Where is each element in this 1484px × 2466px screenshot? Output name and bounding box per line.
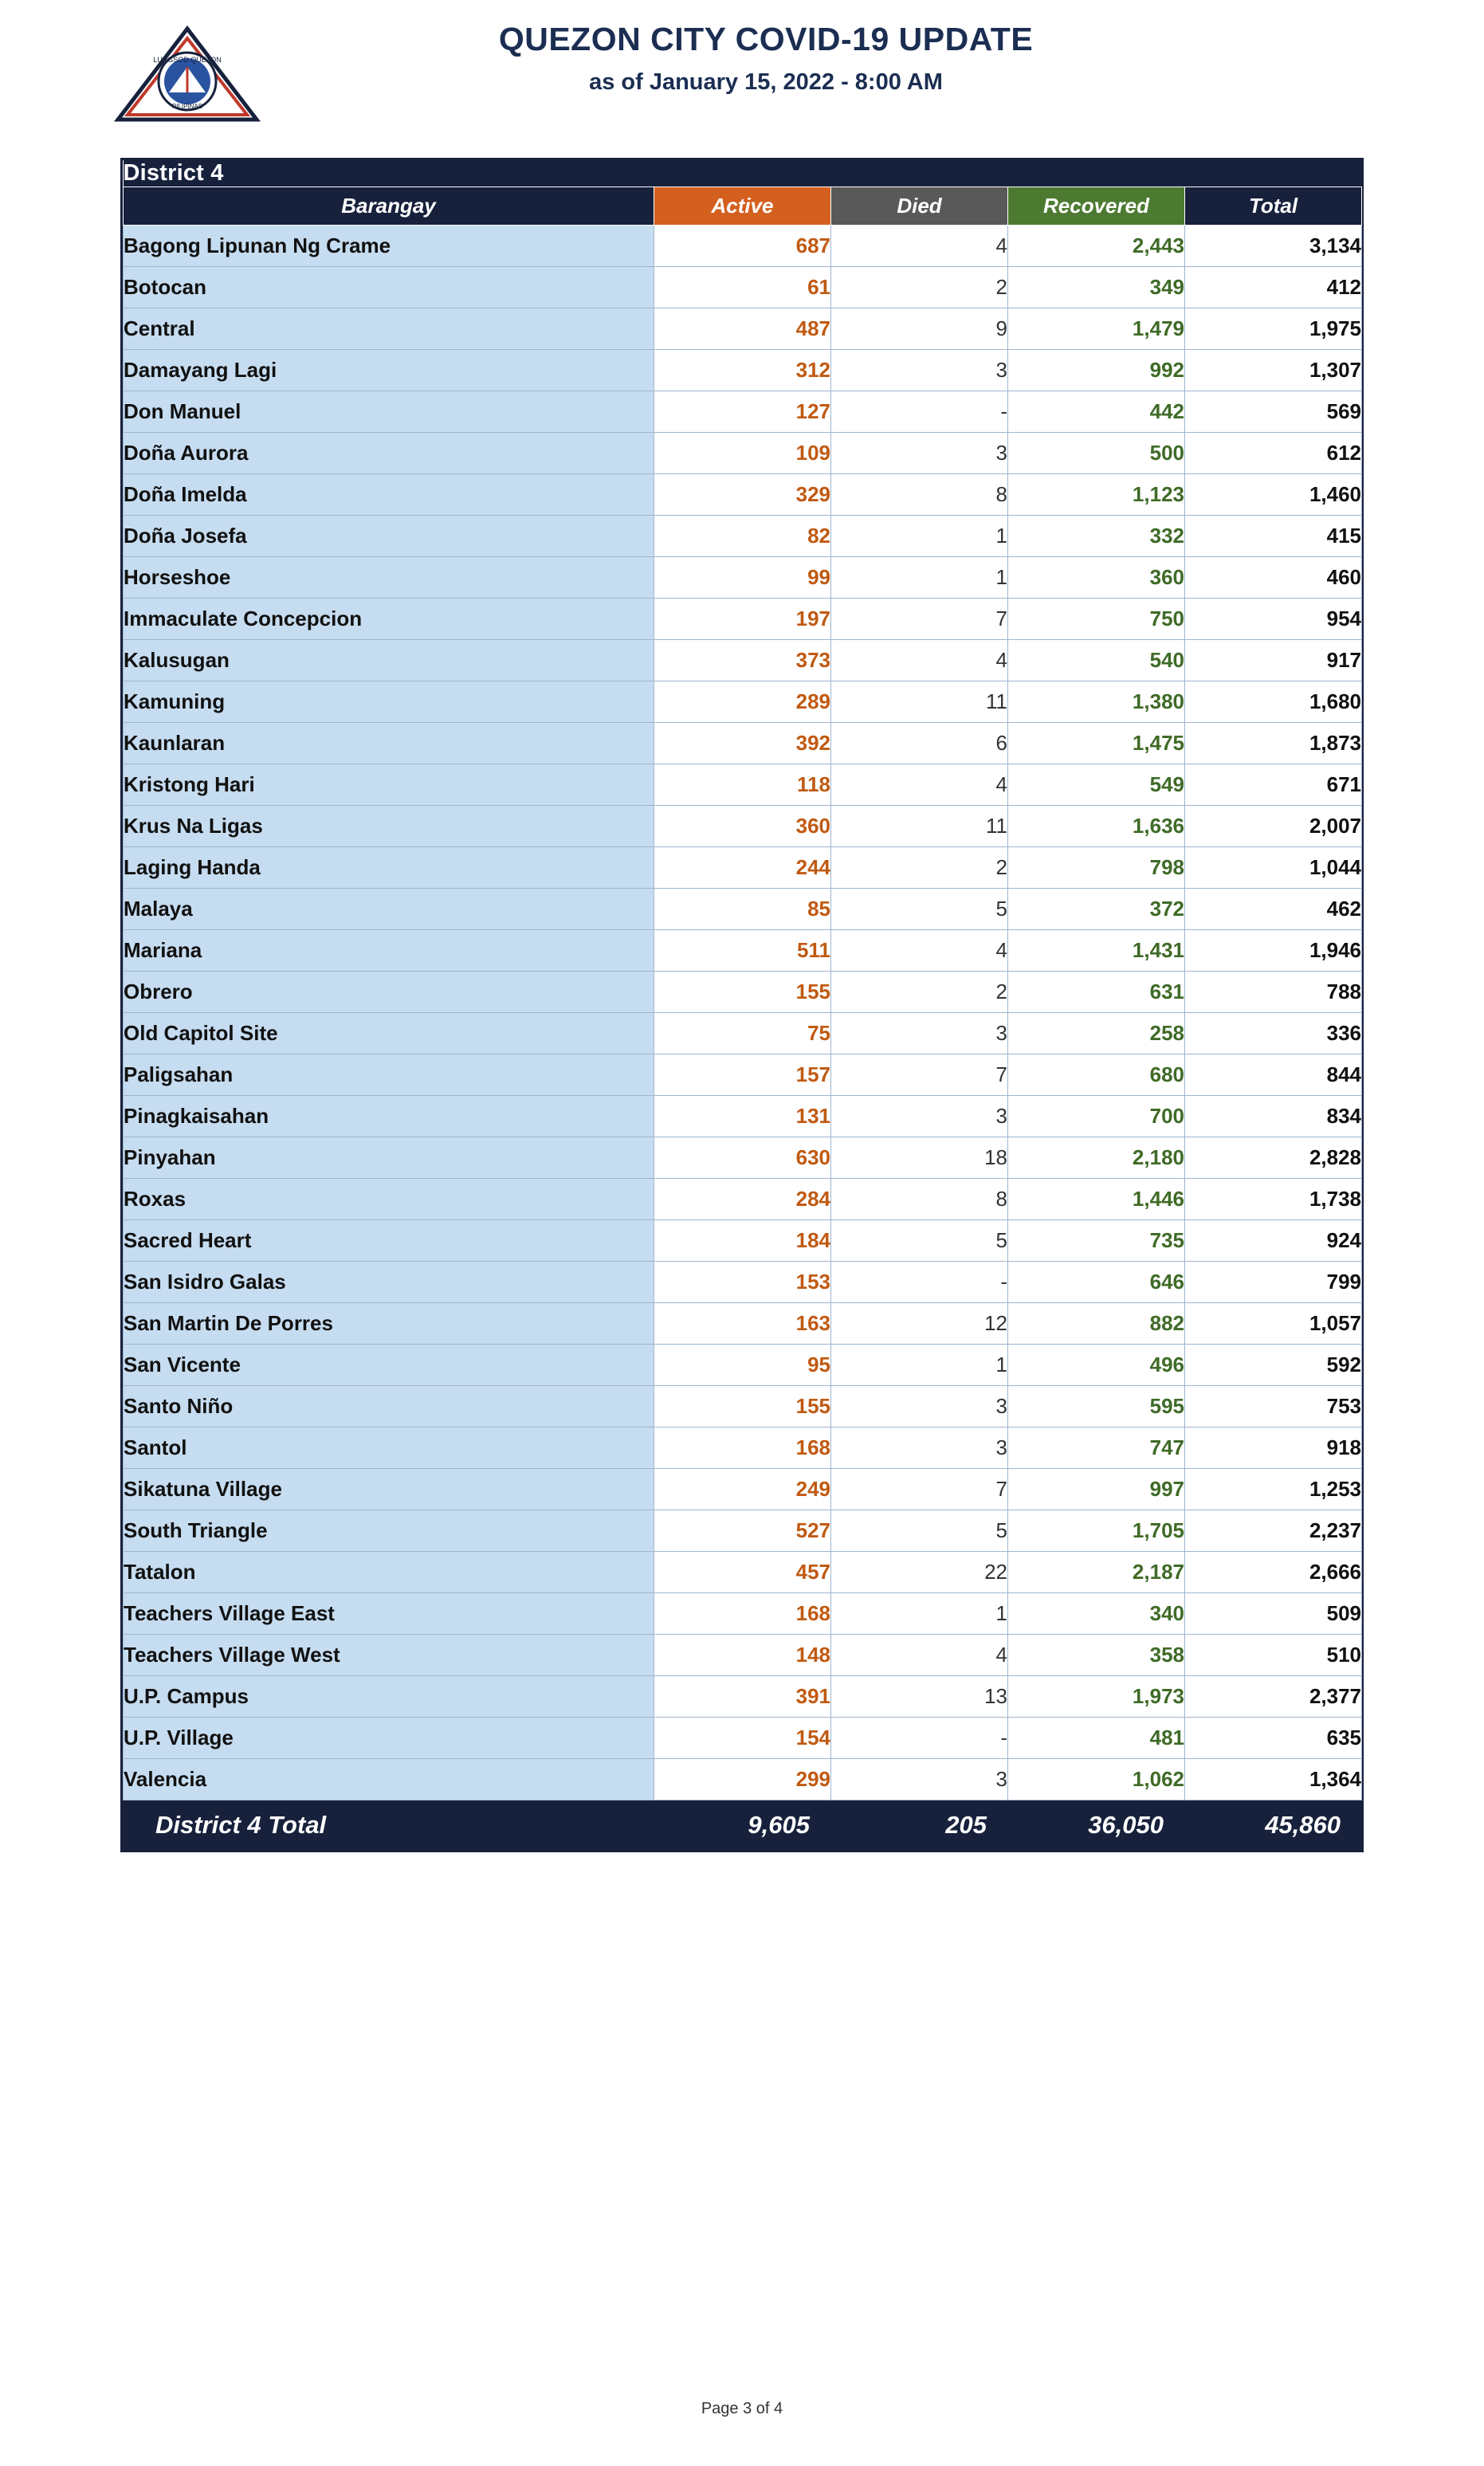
active-count: 127 <box>654 391 831 433</box>
active-count: 687 <box>654 226 831 267</box>
died-count: 3 <box>831 433 1008 474</box>
died-count: 5 <box>831 1510 1008 1552</box>
barangay-name: U.P. Village <box>124 1718 654 1759</box>
died-count: 5 <box>831 889 1008 930</box>
died-count: 7 <box>831 599 1008 640</box>
table-row <box>124 972 1362 1013</box>
table-row <box>124 1759 1362 1800</box>
recovered-count: 595 <box>1008 1386 1185 1427</box>
recovered-count: 549 <box>1008 764 1185 806</box>
table-row <box>124 516 1362 557</box>
active-count: 244 <box>654 847 831 889</box>
table-row <box>124 1427 1362 1469</box>
page-title: QUEZON CITY COVID-19 UPDATE <box>498 21 1034 57</box>
table-row <box>124 640 1362 681</box>
active-count: 118 <box>654 764 831 806</box>
table-row <box>124 1054 1362 1096</box>
recovered-count: 360 <box>1008 557 1185 599</box>
table-row <box>124 1510 1362 1552</box>
district-total-died: 205 <box>831 1800 1008 1850</box>
total-count: 460 <box>1185 557 1362 599</box>
barangay-name: Doña Josefa <box>124 516 654 557</box>
recovered-count: 358 <box>1008 1635 1185 1676</box>
table-row <box>124 1552 1362 1593</box>
died-count: 12 <box>831 1303 1008 1345</box>
active-count: 155 <box>654 1386 831 1427</box>
barangay-name: Krus Na Ligas <box>124 806 654 847</box>
column-header-row <box>124 187 1362 226</box>
total-count: 799 <box>1185 1262 1362 1303</box>
total-count: 788 <box>1185 972 1362 1013</box>
table-row <box>124 930 1362 972</box>
died-count: 2 <box>831 847 1008 889</box>
barangay-name: Santol <box>124 1427 654 1469</box>
active-count: 95 <box>654 1345 831 1386</box>
total-count: 592 <box>1185 1345 1362 1386</box>
table-row <box>124 226 1362 267</box>
died-count: 4 <box>831 930 1008 972</box>
svg-text:LUNGSOD QUEZON: LUNGSOD QUEZON <box>153 56 222 64</box>
active-count: 487 <box>654 308 831 350</box>
barangay-name: San Martin De Porres <box>124 1303 654 1345</box>
barangay-name: Santo Niño <box>124 1386 654 1427</box>
died-count: 1 <box>831 557 1008 599</box>
recovered-count: 481 <box>1008 1718 1185 1759</box>
died-count: 9 <box>831 308 1008 350</box>
total-count: 509 <box>1185 1593 1362 1635</box>
recovered-count: 1,380 <box>1008 681 1185 723</box>
table-row <box>124 723 1362 764</box>
barangay-name: U.P. Campus <box>124 1676 654 1718</box>
total-count: 671 <box>1185 764 1362 806</box>
active-count: 392 <box>654 723 831 764</box>
district-total-active: 9,605 <box>654 1800 831 1850</box>
barangay-name: San Isidro Galas <box>124 1262 654 1303</box>
died-count: 18 <box>831 1137 1008 1179</box>
barangay-name: Botocan <box>124 267 654 308</box>
table-row <box>124 1137 1362 1179</box>
total-count: 2,828 <box>1185 1137 1362 1179</box>
total-count: 415 <box>1185 516 1362 557</box>
active-count: 184 <box>654 1220 831 1262</box>
table-row <box>124 599 1362 640</box>
barangay-name: Pinagkaisahan <box>124 1096 654 1137</box>
barangay-name: South Triangle <box>124 1510 654 1552</box>
total-count: 844 <box>1185 1054 1362 1096</box>
table-row <box>124 1303 1362 1345</box>
table-row <box>124 1593 1362 1635</box>
died-count: 3 <box>831 1386 1008 1427</box>
table-row <box>124 847 1362 889</box>
barangay-name: San Vicente <box>124 1345 654 1386</box>
active-count: 457 <box>654 1552 831 1593</box>
recovered-count: 798 <box>1008 847 1185 889</box>
table-row <box>124 681 1362 723</box>
barangay-name: Kristong Hari <box>124 764 654 806</box>
column-header-died: Died <box>831 187 1008 226</box>
total-count: 954 <box>1185 599 1362 640</box>
barangay-name: Tatalon <box>124 1552 654 1593</box>
table-row <box>124 1718 1362 1759</box>
recovered-count: 680 <box>1008 1054 1185 1096</box>
died-count: 4 <box>831 226 1008 267</box>
active-count: 61 <box>654 267 831 308</box>
recovered-count: 1,636 <box>1008 806 1185 847</box>
died-count: 7 <box>831 1054 1008 1096</box>
active-count: 168 <box>654 1593 831 1635</box>
died-count: 1 <box>831 1593 1008 1635</box>
total-count: 635 <box>1185 1718 1362 1759</box>
district-total-label: District 4 Total <box>124 1800 654 1850</box>
district-total-row <box>124 1800 1362 1850</box>
total-count: 2,007 <box>1185 806 1362 847</box>
recovered-count: 1,475 <box>1008 723 1185 764</box>
barangay-name: Central <box>124 308 654 350</box>
active-count: 299 <box>654 1759 831 1800</box>
quezon-city-seal-icon <box>112 22 263 126</box>
total-count: 2,666 <box>1185 1552 1362 1593</box>
barangay-name: Bagong Lipunan Ng Crame <box>124 226 654 267</box>
died-count: 1 <box>831 1345 1008 1386</box>
barangay-name: Don Manuel <box>124 391 654 433</box>
total-count: 1,364 <box>1185 1759 1362 1800</box>
table-row <box>124 557 1362 599</box>
table-row <box>124 1635 1362 1676</box>
total-count: 569 <box>1185 391 1362 433</box>
page-header <box>0 0 1484 151</box>
died-count: 4 <box>831 640 1008 681</box>
table-row <box>124 1386 1362 1427</box>
died-count: 3 <box>831 1096 1008 1137</box>
column-header-barangay: Barangay <box>124 187 654 226</box>
total-count: 3,134 <box>1185 226 1362 267</box>
table-row <box>124 391 1362 433</box>
recovered-count: 1,705 <box>1008 1510 1185 1552</box>
active-count: 360 <box>654 806 831 847</box>
barangay-name: Sikatuna Village <box>124 1469 654 1510</box>
barangay-name: Horseshoe <box>124 557 654 599</box>
barangay-name: Sacred Heart <box>124 1220 654 1262</box>
total-count: 917 <box>1185 640 1362 681</box>
table-row <box>124 1345 1362 1386</box>
total-count: 834 <box>1185 1096 1362 1137</box>
active-count: 163 <box>654 1303 831 1345</box>
total-count: 2,237 <box>1185 1510 1362 1552</box>
recovered-count: 747 <box>1008 1427 1185 1469</box>
total-count: 1,680 <box>1185 681 1362 723</box>
district-total-recovered: 36,050 <box>1008 1800 1185 1850</box>
active-count: 391 <box>654 1676 831 1718</box>
died-count: 2 <box>831 267 1008 308</box>
table-row <box>124 889 1362 930</box>
recovered-count: 1,062 <box>1008 1759 1185 1800</box>
recovered-count: 496 <box>1008 1345 1185 1386</box>
recovered-count: 992 <box>1008 350 1185 391</box>
died-count: 8 <box>831 1179 1008 1220</box>
total-count: 1,873 <box>1185 723 1362 764</box>
active-count: 153 <box>654 1262 831 1303</box>
district-header-row <box>124 160 1362 187</box>
table-row <box>124 764 1362 806</box>
barangay-name: Kaunlaran <box>124 723 654 764</box>
recovered-count: 646 <box>1008 1262 1185 1303</box>
recovered-count: 500 <box>1008 433 1185 474</box>
recovered-count: 700 <box>1008 1096 1185 1137</box>
active-count: 249 <box>654 1469 831 1510</box>
table-row <box>124 1013 1362 1054</box>
total-count: 612 <box>1185 433 1362 474</box>
column-header-total: Total <box>1185 187 1362 226</box>
barangay-name: Old Capitol Site <box>124 1013 654 1054</box>
total-count: 1,044 <box>1185 847 1362 889</box>
barangay-name: Valencia <box>124 1759 654 1800</box>
active-count: 154 <box>654 1718 831 1759</box>
died-count: 4 <box>831 764 1008 806</box>
column-header-active: Active <box>654 187 831 226</box>
total-count: 462 <box>1185 889 1362 930</box>
total-count: 1,460 <box>1185 474 1362 516</box>
total-count: 1,738 <box>1185 1179 1362 1220</box>
total-count: 336 <box>1185 1013 1362 1054</box>
active-count: 168 <box>654 1427 831 1469</box>
active-count: 373 <box>654 640 831 681</box>
died-count: - <box>831 1718 1008 1759</box>
total-count: 412 <box>1185 267 1362 308</box>
barangay-name: Immaculate Concepcion <box>124 599 654 640</box>
active-count: 75 <box>654 1013 831 1054</box>
barangay-name: Damayang Lagi <box>124 350 654 391</box>
total-count: 918 <box>1185 1427 1362 1469</box>
died-count: 11 <box>831 681 1008 723</box>
recovered-count: 2,443 <box>1008 226 1185 267</box>
recovered-count: 540 <box>1008 640 1185 681</box>
recovered-count: 1,479 <box>1008 308 1185 350</box>
died-count: 7 <box>831 1469 1008 1510</box>
table-row <box>124 1096 1362 1137</box>
table-row <box>124 1220 1362 1262</box>
active-count: 82 <box>654 516 831 557</box>
table-row <box>124 1179 1362 1220</box>
active-count: 312 <box>654 350 831 391</box>
page-subtitle: as of January 15, 2022 - 8:00 AM <box>589 69 943 96</box>
barangay-name: Mariana <box>124 930 654 972</box>
total-count: 1,057 <box>1185 1303 1362 1345</box>
total-count: 924 <box>1185 1220 1362 1262</box>
recovered-count: 997 <box>1008 1469 1185 1510</box>
died-count: - <box>831 1262 1008 1303</box>
died-count: - <box>831 391 1008 433</box>
recovered-count: 2,180 <box>1008 1137 1185 1179</box>
barangay-name: Pinyahan <box>124 1137 654 1179</box>
active-count: 109 <box>654 433 831 474</box>
district-label: District 4 <box>124 160 1362 187</box>
died-count: 2 <box>831 972 1008 1013</box>
recovered-count: 349 <box>1008 267 1185 308</box>
active-count: 197 <box>654 599 831 640</box>
barangay-name: Teachers Village West <box>124 1635 654 1676</box>
died-count: 5 <box>831 1220 1008 1262</box>
table-row <box>124 474 1362 516</box>
active-count: 284 <box>654 1179 831 1220</box>
barangay-name: Kalusugan <box>124 640 654 681</box>
died-count: 3 <box>831 1427 1008 1469</box>
column-header-recovered: Recovered <box>1008 187 1185 226</box>
recovered-count: 631 <box>1008 972 1185 1013</box>
table-row <box>124 350 1362 391</box>
district-total-total: 45,860 <box>1185 1800 1362 1850</box>
active-count: 329 <box>654 474 831 516</box>
district-table-container <box>120 158 1364 1852</box>
died-count: 13 <box>831 1676 1008 1718</box>
barangay-name: Laging Handa <box>124 847 654 889</box>
total-count: 1,946 <box>1185 930 1362 972</box>
barangay-name: Paligsahan <box>124 1054 654 1096</box>
active-count: 99 <box>654 557 831 599</box>
active-count: 85 <box>654 889 831 930</box>
recovered-count: 258 <box>1008 1013 1185 1054</box>
died-count: 1 <box>831 516 1008 557</box>
active-count: 148 <box>654 1635 831 1676</box>
recovered-count: 750 <box>1008 599 1185 640</box>
barangay-name: Obrero <box>124 972 654 1013</box>
total-count: 510 <box>1185 1635 1362 1676</box>
died-count: 11 <box>831 806 1008 847</box>
table-row <box>124 1676 1362 1718</box>
barangay-name: Roxas <box>124 1179 654 1220</box>
active-count: 131 <box>654 1096 831 1137</box>
table-row <box>124 806 1362 847</box>
recovered-count: 1,431 <box>1008 930 1185 972</box>
active-count: 630 <box>654 1137 831 1179</box>
barangay-name: Malaya <box>124 889 654 930</box>
active-count: 511 <box>654 930 831 972</box>
barangay-name: Kamuning <box>124 681 654 723</box>
table-row <box>124 267 1362 308</box>
barangay-name: Doña Aurora <box>124 433 654 474</box>
recovered-count: 1,446 <box>1008 1179 1185 1220</box>
recovered-count: 332 <box>1008 516 1185 557</box>
died-count: 8 <box>831 474 1008 516</box>
died-count: 3 <box>831 1013 1008 1054</box>
svg-text:PILIPINAS: PILIPINAS <box>171 103 203 110</box>
died-count: 4 <box>831 1635 1008 1676</box>
barangay-name: Doña Imelda <box>124 474 654 516</box>
barangay-name: Teachers Village East <box>124 1593 654 1635</box>
died-count: 3 <box>831 350 1008 391</box>
died-count: 22 <box>831 1552 1008 1593</box>
recovered-count: 1,123 <box>1008 474 1185 516</box>
total-count: 2,377 <box>1185 1676 1362 1718</box>
table-row <box>124 433 1362 474</box>
total-count: 1,975 <box>1185 308 1362 350</box>
table-row <box>124 1262 1362 1303</box>
died-count: 6 <box>831 723 1008 764</box>
recovered-count: 1,973 <box>1008 1676 1185 1718</box>
total-count: 1,307 <box>1185 350 1362 391</box>
covid-data-table <box>123 160 1362 1850</box>
recovered-count: 2,187 <box>1008 1552 1185 1593</box>
total-count: 1,253 <box>1185 1469 1362 1510</box>
recovered-count: 442 <box>1008 391 1185 433</box>
recovered-count: 340 <box>1008 1593 1185 1635</box>
active-count: 527 <box>654 1510 831 1552</box>
died-count: 3 <box>831 1759 1008 1800</box>
table-row <box>124 308 1362 350</box>
table-row <box>124 1469 1362 1510</box>
total-count: 753 <box>1185 1386 1362 1427</box>
page-footer: Page 3 of 4 <box>701 2400 783 2417</box>
active-count: 155 <box>654 972 831 1013</box>
recovered-count: 372 <box>1008 889 1185 930</box>
active-count: 289 <box>654 681 831 723</box>
recovered-count: 882 <box>1008 1303 1185 1345</box>
recovered-count: 735 <box>1008 1220 1185 1262</box>
active-count: 157 <box>654 1054 831 1096</box>
